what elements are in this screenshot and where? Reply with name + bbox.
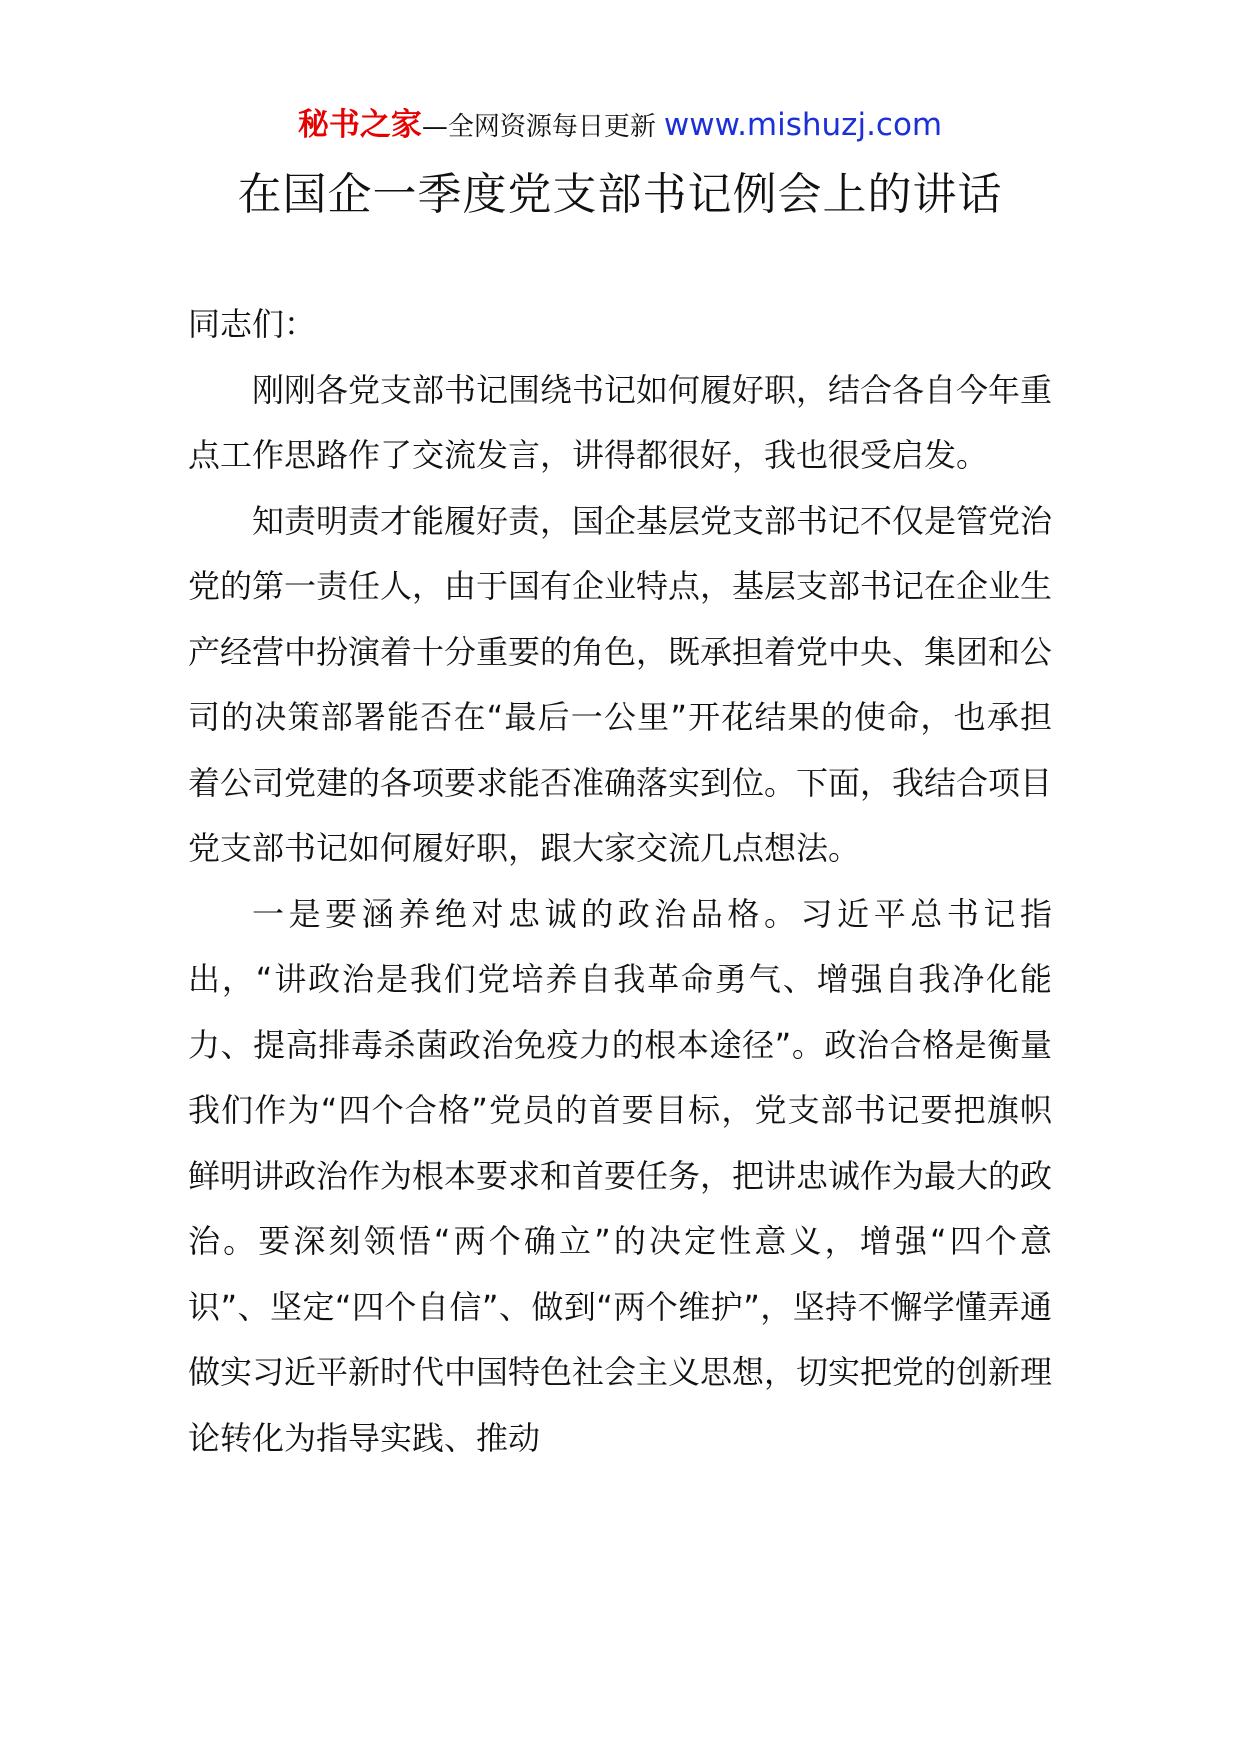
site-header	[0, 104, 1240, 148]
paragraph-2: 知责明责才能履好责，国企基层党支部书记不仅是管党治党的第一责任人，由于国有企业特点，基层支部书记在企业生产经营中扮演着十分重要的角色，既承担着党中央、集团和公司的决策部署能否在“最后一公里”开花结果的使命，也承担着公司党建的各项要求能否准确落实到位。下面，我结合项目党支部书记如何履好职，跟大家交流几点想法。	[188, 501, 1053, 867]
paragraph-3: 一是要涵养绝对忠诚的政治品格。习近平总书记指出，“讲政治是我们党培养自我革命勇气、增强自我净化能力、提高排毒杀菌政治免疫力的根本途径”。政治合格是衡量我们作为“四个合格”党员的首要目标，党支部书记要把旗帜鲜明讲政治作为根本要求和首要任务，把讲忠诚作为最大的政治。要深刻领悟“两个确立”的决定性意义，增强“四个意识”、坚定“四个自信”、做到“两个维护”，坚持不懈学懂弄通做实习近平新时代中国特色社会主义思想，切实把党的创新理论转化为指导实践、推动	[188, 894, 1053, 1457]
document-title: 在国企一季度党支部书记例会上的讲话	[237, 169, 1003, 220]
header-slogan: —全网资源每日更新	[421, 112, 656, 142]
brand-name: 秘书之家	[297, 107, 422, 143]
salutation: 同志们：	[188, 305, 317, 343]
site-url-link[interactable]: www.mishuzj.com	[663, 107, 943, 143]
paragraph-1: 刚刚各党支部书记围绕书记如何履好职，结合各自今年重点工作思路作了交流发言，讲得都很好，我也很受启发。	[188, 370, 1053, 474]
document-body	[188, 292, 1052, 1471]
